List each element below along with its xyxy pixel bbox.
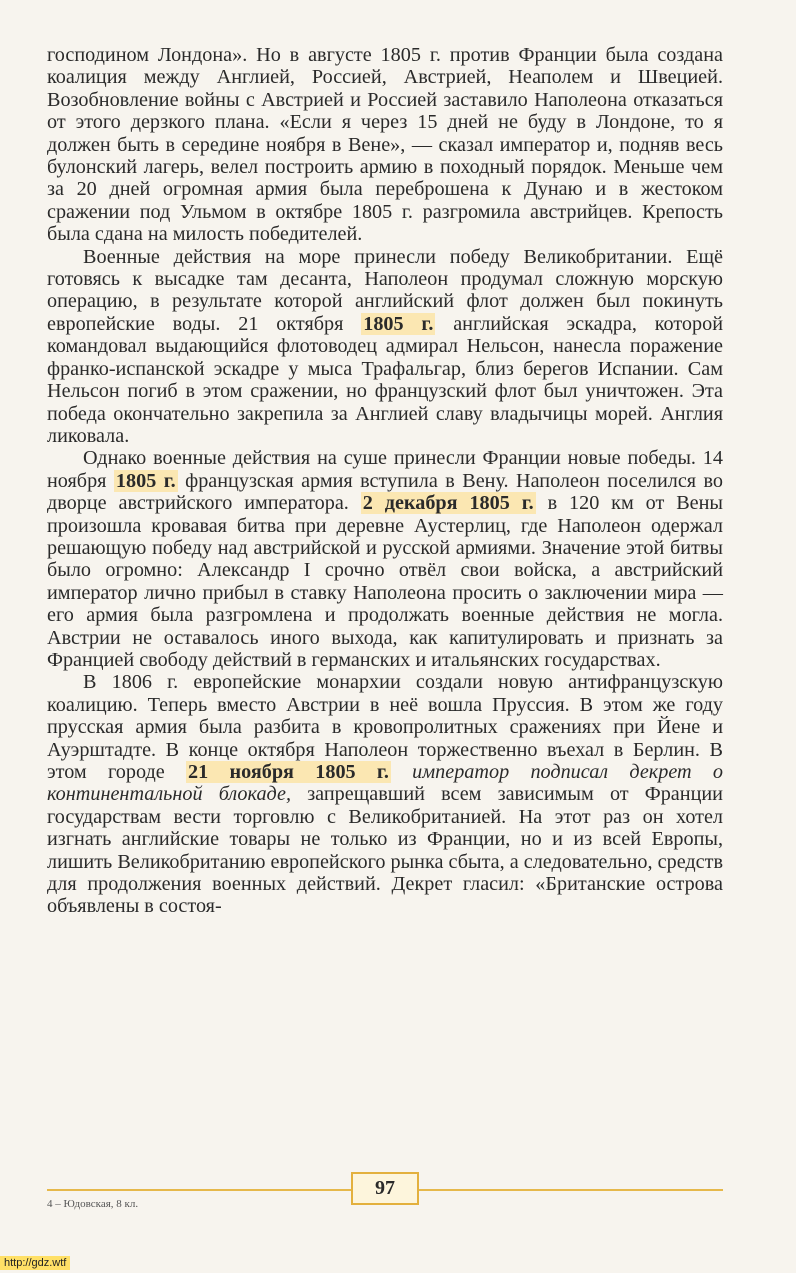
text-run: английская эскадра, которой командовал выдающийся флотоводец адмирал Нельсон, нанесла поражение франко-испанской эскадре у мыса Трафальгар, близ берегов Испании. Сам Нельсон погиб в этом сражении, но французский флот был уничтожен. Эта победа окончательно закрепила за Англией славу владычицы морей. Англия ликовала. xyxy=(47,312,723,447)
text-run: господином Лондона». Но в августе 1805 г. против Франции была создана коалиция между Англией, Россией, Австрией, Неаполем и Швецией. Возобновление войны с Австрией и Россией заставило Наполеона отказаться от этого дерзкого плана. «Если я через 15 дней не буду в Лондоне, то я должен быть в середине ноября в Вене», — сказал император и, подняв весь булонский лагерь, велел построить армию в походный порядок. Меньше чем за 20 дней огромная армия была переброшена к Дунаю и в жестоком сражении под Ульмом в октябре 1805 г. разгромила австрийцев. Крепость была сдана на милость победителей. xyxy=(47,44,723,246)
text-run: Однако военные действия на суше принесли Франции новые победы. 14 ноября xyxy=(47,447,723,492)
text-run: Военные действия на море принесли победу Великобритании. Ещё готовясь к высадке там десанта, Наполеон продумал сложную морскую операцию, в результате которой английский флот должен был покинуть европейские воды. 21 октября xyxy=(47,245,723,335)
text-run: В 1806 г. европейские монархии создали новую антифранцузскую коалицию. Теперь вместо Австрии в неё вошла Пруссия. В этом же году прусская армия была разбита в кровопролитных сражениях при Йене и Ауэрштадте. В конце октября Наполеон торжественно въехал в Берлин. В этом городе xyxy=(47,671,723,783)
paragraph-4 xyxy=(47,671,723,917)
paragraph-1 xyxy=(47,44,723,246)
page-number: 97 xyxy=(351,1172,419,1205)
page-body-text xyxy=(47,44,723,918)
watermark-link[interactable]: http://gdz.wtf xyxy=(0,1256,70,1270)
highlighted-date: 2 декабря 1805 г. xyxy=(362,492,534,515)
italic-emphasis: император подписал декрет о континентальной блокаде, xyxy=(47,761,723,806)
paragraph-2 xyxy=(47,246,723,448)
text-run: французская армия вступила в Вену. Наполеон поселился во дворце австрийского императора. xyxy=(47,469,724,515)
text-run: запрещавший всем зависимым от Франции государствам вести торговлю с Великобританией. На этот раз он хотел изгнать английские товары не только из Франции, но и из всей Европы, лишить Великобританию европейского рынка сбыта, а следовательно, средств для продолжения военных действий. Декрет гласил: «Британские острова объявлены в состоя- xyxy=(47,783,723,918)
highlighted-date: 1805 г. xyxy=(363,312,434,335)
paragraph-3 xyxy=(47,447,723,671)
highlighted-date: 21 ноября 1805 г. xyxy=(188,761,389,783)
printer-signature: 4 – Юдовская, 8 кл. xyxy=(47,1198,139,1210)
text-run xyxy=(391,761,412,783)
highlighted-date: 1805 г. xyxy=(115,469,176,492)
footer-line-left xyxy=(47,1189,351,1191)
text-run: в 120 км от Вены произошла кровавая битва при деревне Аустерлиц, где Наполеон одержал решающую победу над австрийской и русской армиями. Значение этой битвы было огромно: Александр I срочно отвёл свои войска, а австрийский император лично прибыл в ставку Наполеона просить о заключении мира — его армия была разгромлена и продолжать военные действия не могла. Австрии не оставалось иного выхода, как капитулировать и признать за Францией свободу действий в германских и итальянских государствах. xyxy=(47,492,723,671)
footer-line-right xyxy=(419,1189,723,1191)
